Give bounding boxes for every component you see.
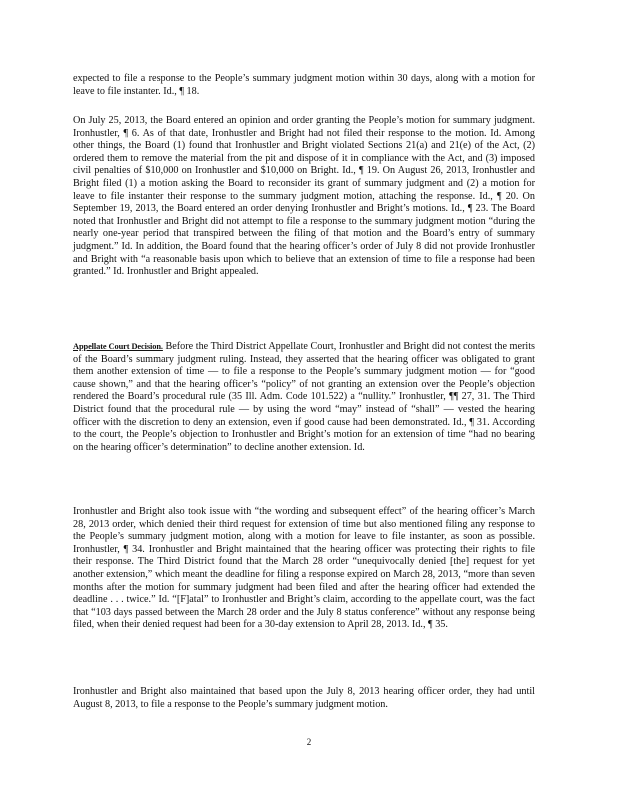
paragraph-board-decision: On July 25, 2013, the Board entered an opinion and order granting the People’s motion for summary judgment. Ironhustler, ¶ 6. As of that date, Ironhustler and Bright had not filed their response to the motion. Id. Among other things, the Board (1) found that Ironhustler and Bright violated Sections 21(a) and 21(e) of the Act, (2) ordered them to remove the material from the pit and dispose of it in compliance with the Act, and (3) imposed civil penalties of $10,000 on Ironhustler and $10,000 on Bright. Id., ¶ 19. On August 26, 2013, Ironhustler and Bright filed (1) a motion asking the Board to reconsider its grant of summary judgment and (2) a motion for leave to file instanter their response to the summary judgment motion, attaching the response. Id., ¶ 20. On September 19, 2013, the Board entered an order denying Ironhustler and Bright’s motions. Id., ¶ 23. The Board noted that Ironhustler and Bright did not attempt to file a response to the summary judgment motion “during the nearly one-year period that transpired between the filing of that motion and the Board’s entry of summary judgment.” Id. In addition, the Board found that the hearing officer’s order of July 8 did not provide Ironhustler and Bright with “a reasonable basis upon which to believe that an extension of time to file a response had been granted.” Id. Ironhustler and Bright appealed. — [73, 115, 535, 278]
page-number: 2 — [306, 737, 312, 747]
section-heading: Appellate Court Decision. — [73, 342, 163, 351]
paragraph-july-order: Ironhustler and Bright also maintained that based upon the July 8, 2013 hearing officer order, they had until August 8, 2013, to file a response to the People’s summary judgment motion. — [73, 686, 535, 710]
paragraph-march-order: Ironhustler and Bright also took issue with “the wording and subsequent effect” of the hearing officer’s March 28, 2013 order, which denied their third request for extension of time but also mentioned filing any response to the People’s summary judgment motion, along with a motion for leave to file instanter, as soon as possible. Ironhustler, ¶ 34. Ironhustler and Bright maintained that the hearing officer was protecting their rights to file their response. The Third District found that the March 28 order “unequivocally denied [the] request for yet another extension,” which meant the deadline for filing a response expired on March 28, 2013, “more than seven months after the motion for summary judgment had been filed and after the hearing officer had extended the deadline . . . twice.” Id. “[F]atal” to Ironhustler and Bright’s claim, according to the appellate court, was the fact that “103 days passed between the March 28 order and the July 8 status conference” without any response being filed, when their denied request had been for a 30-day extension to April 28, 2013. Id., ¶ 35. — [73, 506, 535, 631]
paragraph-appellate-text: Before the Third District Appellate Court, Ironhustler and Bright did not contest the merits of the Board’s summary judgment ruling. Instead, they asserted that the hearing officer was obligated to grant them another extension of time — to file a response to the People’s summary judgment motion — for “good cause shown,” and that the hearing officer’s “policy” of not granting an extension over the People’s objection rendered the Board’s procedural rule (35 Ill. Adm. Code 101.522) a “nullity.” Ironhustler, ¶¶ 27, 31. The Third District found that the procedural rule — by using the word “may” instead of “shall” — vested the hearing officer with the discretion to deny an extension, even if good cause had been demonstrated. Id., ¶ 31. According to the court, the People’s objection to Ironhustler and Bright’s motion for an extension of time “had no bearing on the hearing officer’s determination” to decline another extension. Id. — [73, 341, 536, 453]
paragraph-appellate-court — [73, 341, 535, 454]
paragraph-deadline: expected to file a response to the People’s summary judgment motion within 30 days, along with a motion for leave to file instanter. Id., ¶ 18. — [73, 73, 535, 97]
